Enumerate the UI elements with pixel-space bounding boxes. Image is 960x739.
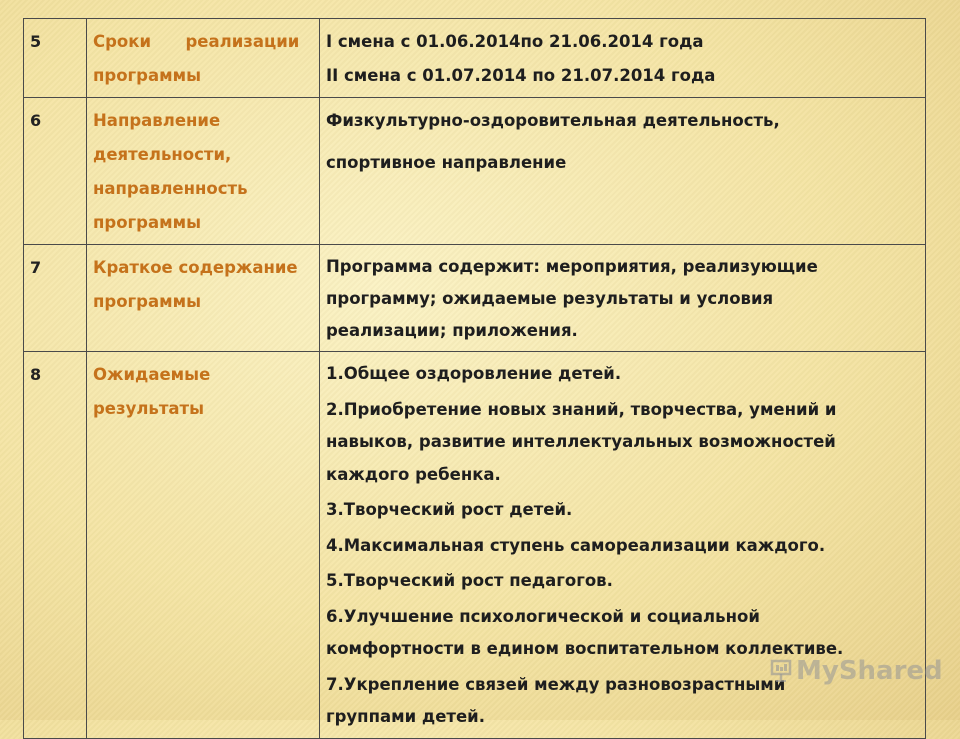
row-number: 6 — [24, 98, 87, 245]
row-content — [320, 98, 926, 245]
content-line: группами детей. — [326, 707, 486, 726]
label-line: программы — [93, 292, 202, 311]
label-line: Краткое содержание — [93, 258, 298, 277]
label-line: программы — [93, 213, 202, 232]
label-line: направленность — [93, 179, 248, 198]
content-line: 3.Творческий рост детей. — [326, 500, 573, 519]
row-number: 5 — [24, 19, 87, 98]
label-line: программы — [93, 66, 202, 85]
row-number: 7 — [24, 245, 87, 352]
label-line: Ожидаемые — [93, 365, 211, 384]
content-line: Программа содержит: мероприятия, реализующие — [326, 257, 818, 276]
content-line: реализации; приложения. — [326, 321, 578, 340]
row-label — [87, 352, 320, 739]
content-line: спортивное направление — [326, 153, 567, 172]
content-line: 6.Улучшение психологической и социальной — [326, 606, 760, 626]
row-label — [87, 19, 320, 98]
row-content — [320, 19, 926, 98]
watermark — [770, 656, 943, 686]
content-line: 5.Творческий рост педагогов. — [326, 571, 613, 590]
row-label — [87, 98, 320, 245]
presentation-icon — [770, 658, 792, 682]
content-line: 7.Укрепление связей между разновозрастными — [326, 674, 786, 694]
content-line: программу; ожидаемые результаты и условия — [326, 289, 774, 308]
content-line: 2.Приобретение новых знаний, творчества, умений и — [326, 399, 837, 419]
label-line: результаты — [93, 399, 205, 418]
table-row — [24, 245, 926, 352]
row-content — [320, 245, 926, 352]
program-table — [23, 18, 926, 739]
row-number: 8 — [24, 352, 87, 739]
content-line: каждого ребенка. — [326, 464, 501, 484]
content-line: II смена с 01.07.2014 по 21.07.2014 года — [326, 66, 716, 85]
content-line: навыков, развитие интеллектуальных возможностей — [326, 432, 836, 451]
content-line: Физкультурно-оздоровительная деятельность, — [326, 111, 780, 130]
watermark-text: MyShared — [796, 656, 943, 686]
table-row — [24, 19, 926, 98]
label-line: деятельности, — [93, 145, 232, 164]
table-row — [24, 98, 926, 245]
content-line: 1.Общее оздоровление детей. — [326, 364, 622, 383]
label-line: Сроки реализации — [93, 32, 300, 51]
content-line: 4.Максимальная ступень самореализации каждого. — [326, 535, 826, 555]
content-line: комфортности в едином воспитательном коллективе. — [326, 639, 844, 658]
row-label — [87, 245, 320, 352]
label-line: Направление — [93, 111, 221, 130]
content-line: I смена с 01.06.2014по 21.06.2014 года — [326, 32, 704, 51]
